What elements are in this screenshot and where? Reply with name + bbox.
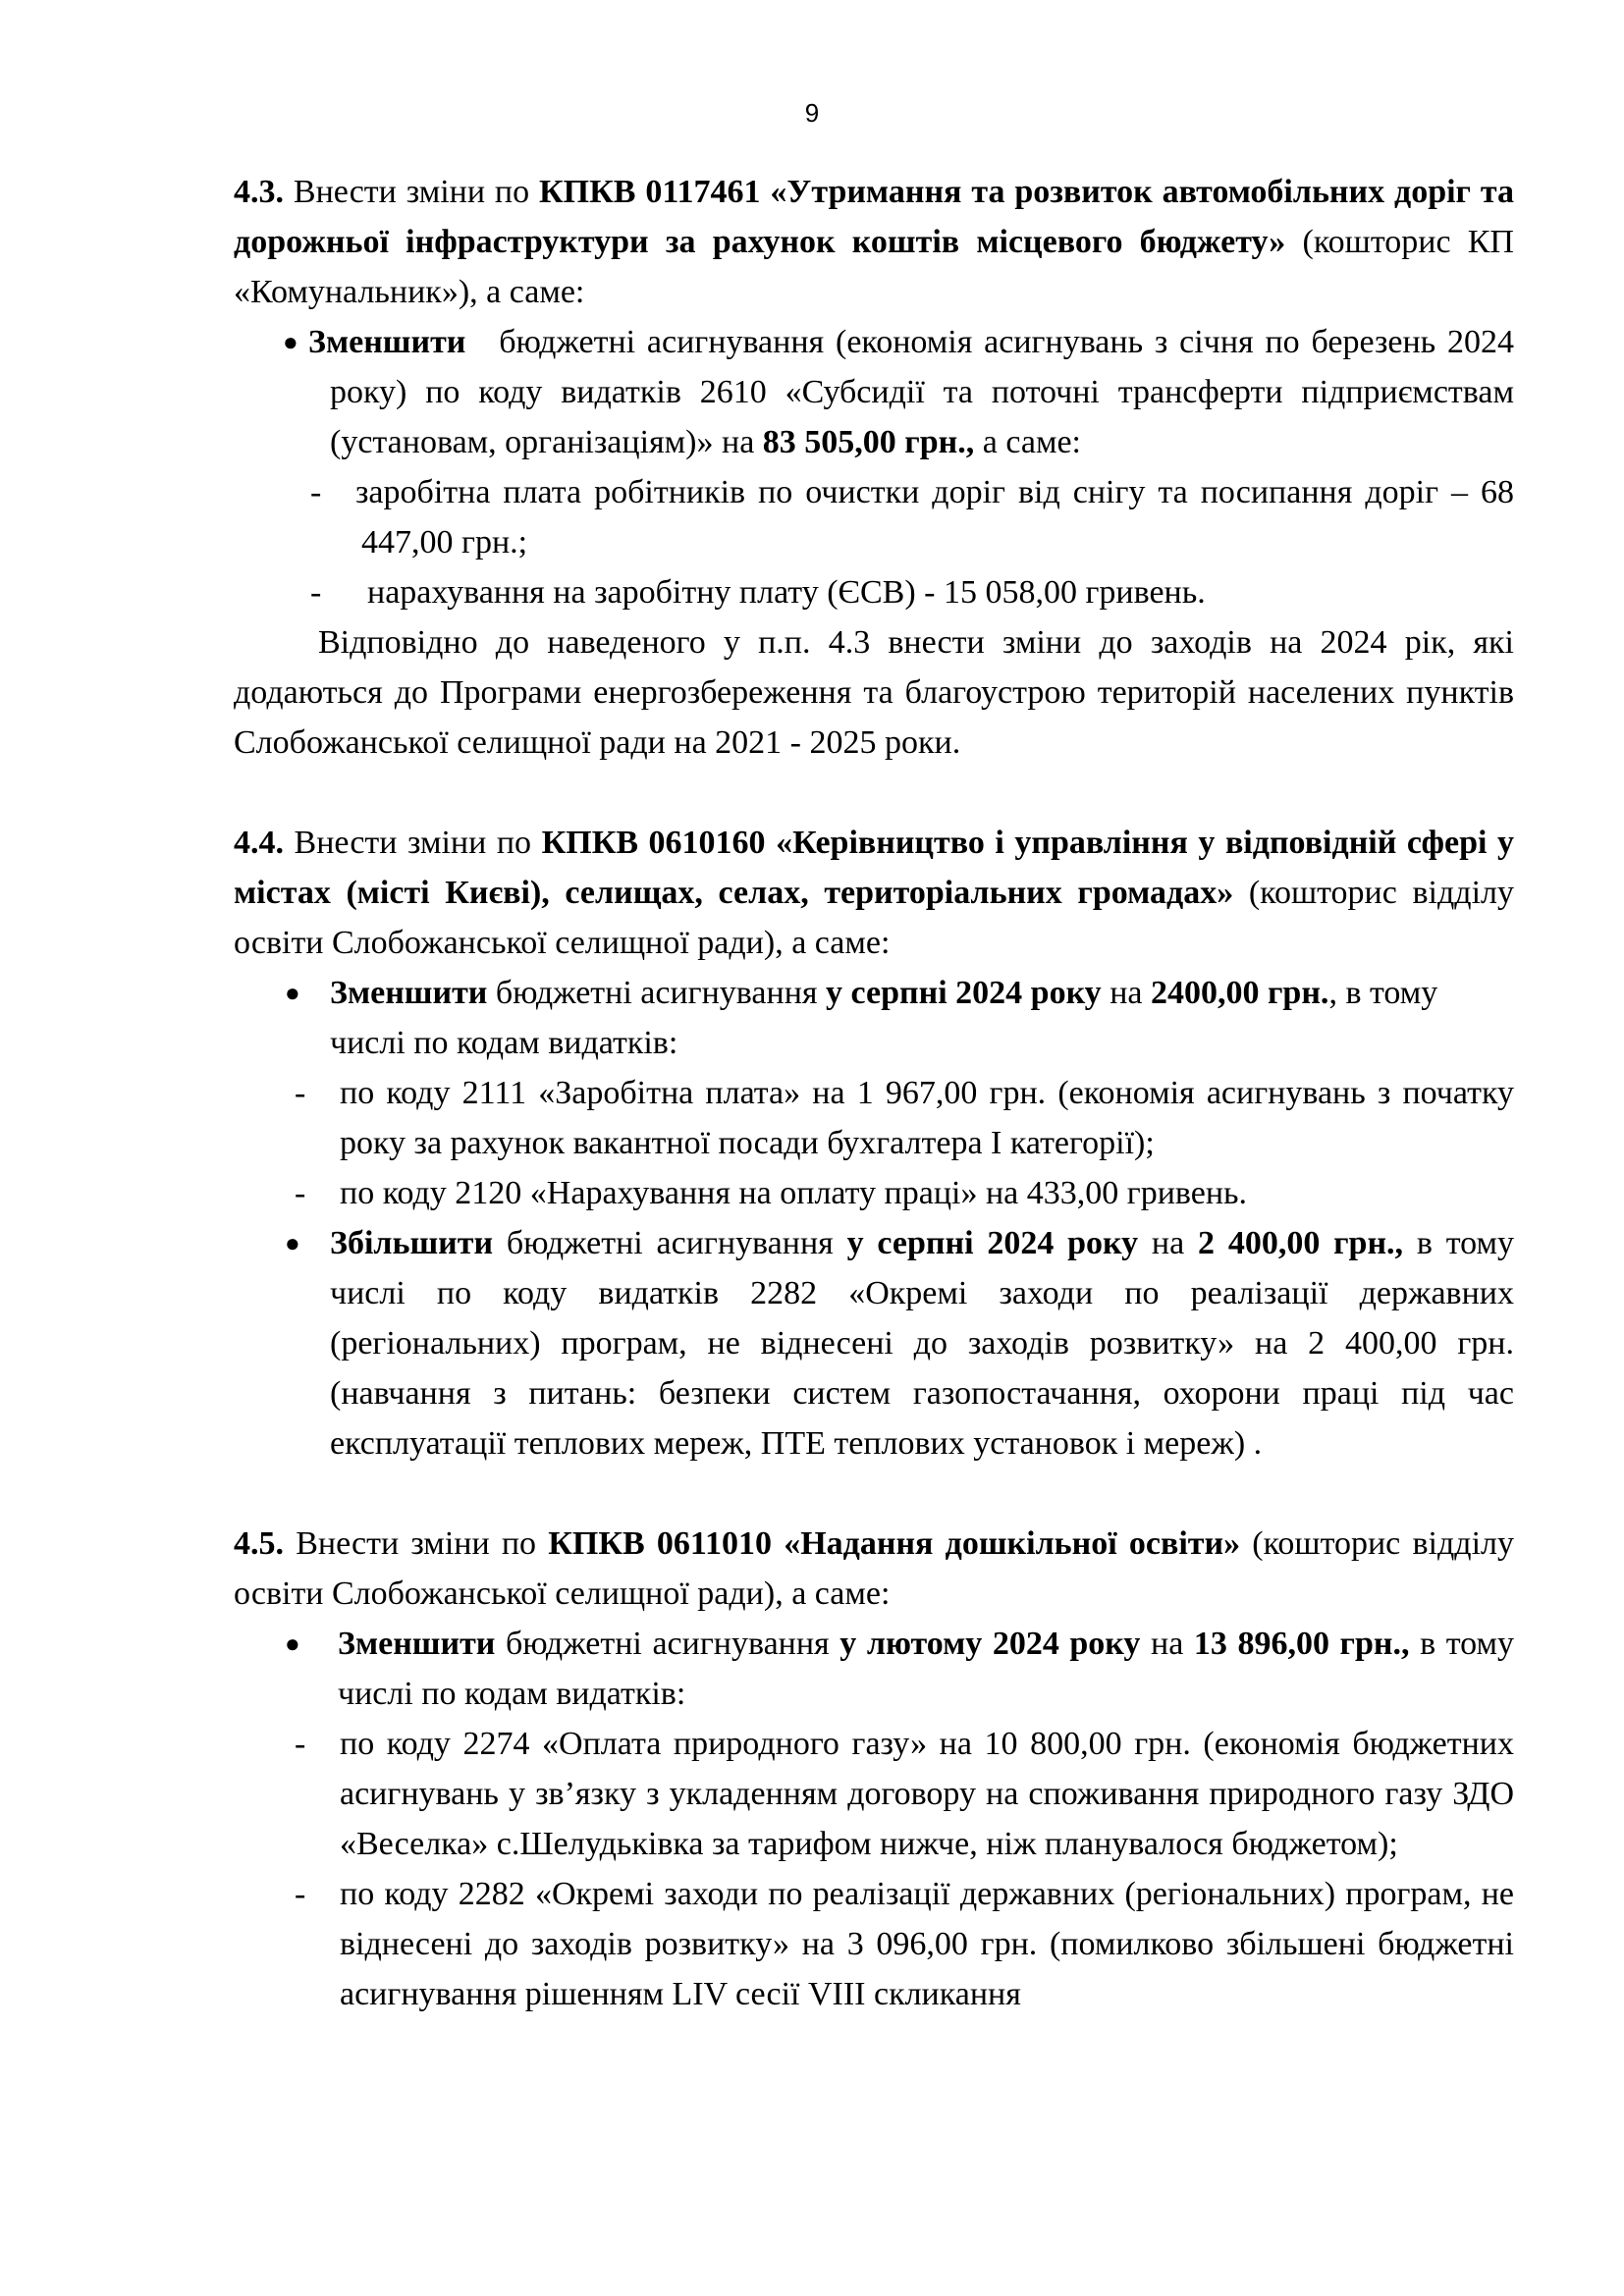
dash-text: по коду 2282 «Окремі заходи по реалізації державних (регіональних) програм, не віднесені до заходів розвитку» на 3 096,00 грн. (помилково збільшені бюджетні асигнування рішенням LIV сесії VIII скликання [340, 1876, 1514, 2012]
dash-item [234, 1068, 1514, 1168]
paragraph: Відповідно до наведеного у п.п. 4.3 внести зміни до заходів на 2024 рік, які додаються до Програми енергозбереження та благоустрою територій населених пунктів Слобожанської селищної ради на 2021 - 2025 роки. [234, 624, 1514, 761]
page-number: 9 [804, 98, 820, 128]
section-4-4-heading [234, 818, 1514, 968]
bullet-text: на [1140, 1626, 1194, 1662]
dash-text: заробітна плата робітників по очистки доріг від снігу та посипання доріг – 68 447,00 грн.; [355, 474, 1514, 561]
section-4-5-heading [234, 1519, 1514, 1619]
section-number: 4.5. [234, 1525, 284, 1562]
dash-marker: - [310, 574, 322, 611]
dash-marker: - [310, 474, 322, 510]
dash-text: нарахування на заробітну плату (ЄСВ) - 15 058,00 гривень. [367, 574, 1206, 611]
bullet-lead: Зменшити [338, 1626, 496, 1662]
dash-item [234, 1869, 1514, 2019]
section-4-3-heading [234, 167, 1514, 317]
dash-text: по коду 2120 «Нарахування на оплату праці» на 433,00 гривень. [340, 1175, 1248, 1211]
dash-item [234, 467, 1514, 567]
dash-marker: - [295, 1876, 306, 1912]
period: у серпні 2024 року [846, 1225, 1139, 1261]
bullet-item [234, 1619, 1514, 1719]
bullet-lead: Зменшити [308, 324, 466, 360]
dash-marker: - [295, 1726, 306, 1762]
bullet-lead: Збільшити [330, 1225, 494, 1261]
amount: 2400,00 грн. [1150, 975, 1329, 1011]
bullet-text: бюджетні асигнування [487, 975, 827, 1011]
bullet-icon: ● [285, 1229, 300, 1257]
bullet-text: бюджетні асигнування [493, 1225, 847, 1261]
bullet-tail: а саме: [974, 424, 1081, 460]
dash-text: по коду 2274 «Оплата природного газу» на 10 800,00 грн. (економія бюджетних асигнувань у зв’язку з укладенням договору на споживання природного газу ЗДО «Веселка» с.Шелудьківка за тарифом нижче, ніж планувалося бюджетом); [340, 1726, 1514, 1862]
period: у серпні 2024 року [826, 975, 1102, 1011]
amount: 13 896,00 грн., [1193, 1626, 1410, 1662]
bullet-lead: Зменшити [330, 975, 488, 1011]
section-intro: Внести зміни по [284, 1525, 549, 1562]
amount: 2 400,00 грн., [1198, 1225, 1404, 1261]
bullet-text: на [1101, 975, 1151, 1011]
bullet-item [234, 968, 1514, 1068]
dash-marker: - [295, 1175, 306, 1211]
section-after: (кошторис відділу освіти Слобожанської селищної ради), а саме: [234, 875, 1514, 961]
dash-marker: - [295, 1075, 306, 1111]
kpkv-title: КПКВ 0117461 «Утримання та розвиток автомобільних доріг та дорожньої інфраструктури за рахунок коштів місцевого бюджету» [234, 174, 1515, 260]
kpkv-title: КПКВ 0611010 «Надання дошкільної освіти» [548, 1525, 1241, 1562]
dash-item [234, 1168, 1514, 1218]
bullet-icon: ● [285, 979, 300, 1007]
section-intro: Внести зміни по [284, 825, 542, 861]
bullet-text: бюджетні асигнування [495, 1626, 840, 1662]
bullet-text: бюджетні асигнування (економія асигнувань з січня по березень 2024 року) по коду видатків 2610 «Субсидії та поточні трансферти підприємствам (установам, організаціям)» на [330, 324, 1514, 460]
section-number: 4.4. [234, 825, 284, 861]
bullet-tail: в тому числі по кодам видатків: [338, 1626, 1514, 1712]
kpkv-title: КПКВ 0610160 «Керівництво і управління у відповідній сфері у містах (місті Києві), селищах, селах, територіальних громадах» [234, 825, 1515, 911]
period: у лютому 2024 року [839, 1626, 1141, 1662]
section-after: (кошторис відділу освіти Слобожанської селищної ради), а саме: [234, 1525, 1514, 1612]
document-body [234, 167, 1514, 2019]
dash-item [234, 567, 1514, 617]
bullet-text: на [1138, 1225, 1199, 1261]
bullet-icon: ● [283, 328, 298, 356]
bullet-tail: , в тому числі по кодам видатків: [330, 975, 1438, 1061]
bullet-item [234, 1218, 1514, 1468]
bullet-tail: в тому числі по коду видатків 2282 «Окремі заходи по реалізації державних (регіональних) програм, не віднесені до заходів розвитку» на 2 400,00 грн. (навчання з питань: безпеки систем газопостачання, охорони праці під час експлуатації теплових мереж, ПТЕ теплових установок і мереж) . [330, 1225, 1514, 1462]
bullet-item [234, 317, 1514, 467]
section-intro: Внести зміни по [284, 174, 540, 210]
section-after: (кошторис КП «Комунальник»), а саме: [234, 224, 1514, 310]
bullet-icon: ● [285, 1629, 300, 1658]
dash-text: по коду 2111 «Заробітна плата» на 1 967,00 грн. (економія асигнувань з початку року за рахунок вакантної посади бухгалтера І категорії); [340, 1075, 1514, 1161]
amount: 83 505,00 грн., [762, 424, 975, 460]
section-number: 4.3. [234, 174, 284, 210]
dash-item [234, 1719, 1514, 1869]
